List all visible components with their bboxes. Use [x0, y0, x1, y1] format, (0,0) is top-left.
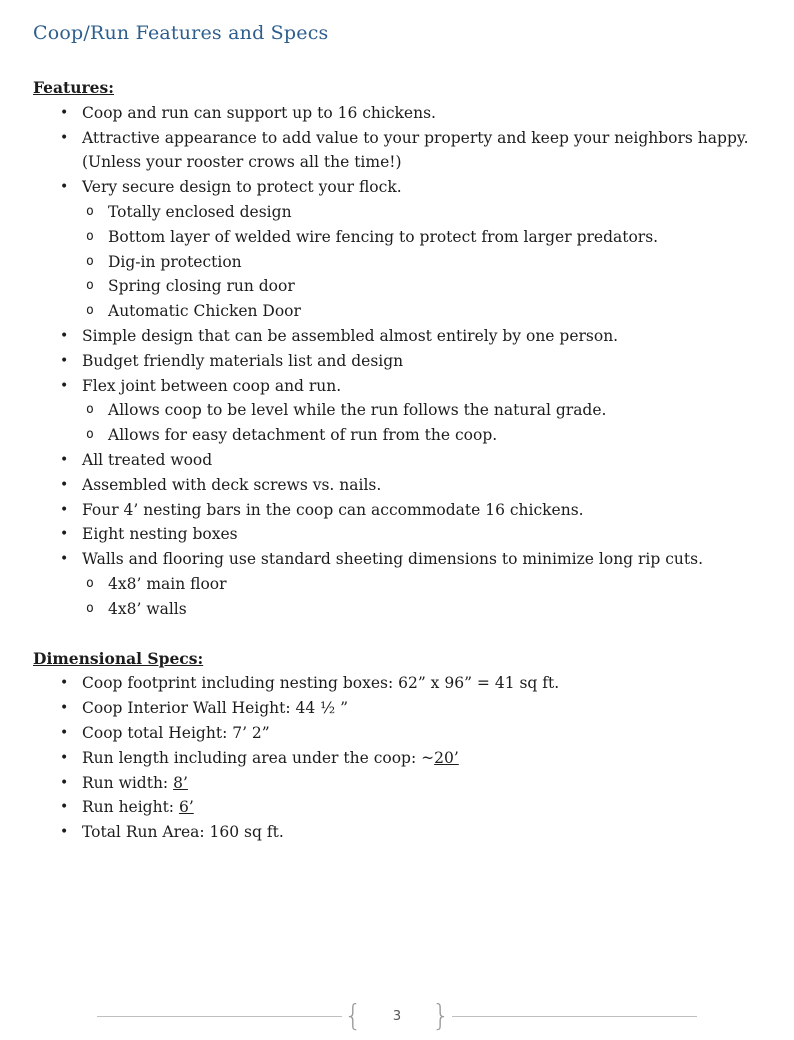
- list-item-row: [60, 448, 762, 473]
- bullet-icon: •: [60, 526, 69, 543]
- bullet-icon: •: [60, 501, 69, 518]
- sub-list-item-row: [86, 250, 762, 275]
- page-number: 3: [392, 1008, 402, 1024]
- list-item-row: [60, 696, 762, 721]
- sub-list-item: [86, 274, 762, 299]
- list-item-text: [82, 473, 762, 498]
- list-item-row: [60, 101, 762, 126]
- list-item: [60, 522, 762, 547]
- list-item: [60, 374, 762, 448]
- page-title: Coop/Run Features and Specs: [33, 22, 329, 44]
- sub-list-item-text: Allows coop to be level while the run follows the natural grade.: [108, 401, 607, 420]
- sub-list-item-row: [86, 274, 762, 299]
- bullet-icon: •: [60, 352, 69, 369]
- list-item-row: [60, 175, 762, 200]
- sub-bullet-icon: o: [86, 402, 94, 418]
- text-run: Run length including area under the coop: ~: [82, 748, 435, 767]
- sub-list-item-text: Totally enclosed design: [108, 202, 292, 221]
- sub-bullet-icon: o: [86, 228, 94, 244]
- list-item-row: [60, 498, 762, 523]
- sub-bullet-icon: o: [86, 278, 94, 294]
- list-item: [60, 498, 762, 523]
- footer-right-bracket-icon: }: [432, 998, 450, 1033]
- bullet-icon: •: [60, 451, 69, 468]
- list-item: [60, 771, 762, 796]
- sub-bullet-icon: o: [86, 427, 94, 443]
- sub-list-item: [86, 250, 762, 275]
- sub-list-item-row: [86, 225, 762, 250]
- section-heading: Features:: [33, 78, 114, 97]
- list-item-row: [60, 374, 762, 399]
- sub-list-item-row: [86, 597, 762, 622]
- text-run: Run width:: [82, 773, 174, 792]
- sub-bullet-icon: o: [86, 303, 94, 319]
- underlined-value: 20’: [434, 748, 459, 767]
- sub-list-item-text: Automatic Chicken Door: [108, 302, 301, 321]
- bullet-icon: •: [60, 476, 69, 493]
- list-item-text: [82, 696, 762, 721]
- text-run: Simple design that can be assembled almost entirely by one person.: [82, 326, 619, 345]
- bullet-icon: •: [60, 377, 69, 394]
- sub-list-item-text: Allows for easy detachment of run from the coop.: [108, 426, 498, 445]
- list-item: [60, 126, 762, 176]
- list-item-text: [82, 101, 762, 126]
- list-item: [60, 101, 762, 126]
- list-item-text: [82, 746, 762, 771]
- sub-list-item-row: [86, 398, 762, 423]
- sub-list-item: [86, 225, 762, 250]
- bullet-icon: •: [60, 327, 69, 344]
- section-dimensional-specs: [33, 647, 762, 845]
- text-run: Assembled with deck screws vs. nails.: [82, 475, 382, 494]
- list-item-text: [82, 126, 762, 176]
- sub-list-item-text: 4x8’ walls: [108, 599, 187, 618]
- text-run: Coop Interior Wall Height: 44 ½ ”: [82, 699, 349, 718]
- footer-left-bracket-icon: {: [344, 998, 362, 1033]
- list-item-text: [82, 522, 762, 547]
- bullet-list: [33, 101, 762, 622]
- text-run: Budget friendly materials list and design: [82, 351, 404, 370]
- list-item-row: [60, 126, 762, 176]
- list-item: [60, 746, 762, 771]
- list-item-text: [82, 374, 762, 399]
- sub-list-item: [86, 423, 762, 448]
- sub-list-item: [86, 200, 762, 225]
- list-item: [60, 175, 762, 324]
- text-run: Flex joint between coop and run.: [82, 376, 342, 395]
- bullet-icon: •: [60, 824, 69, 841]
- list-item: [60, 448, 762, 473]
- page-number-group: [342, 998, 452, 1033]
- sub-bullet-icon: o: [86, 600, 94, 616]
- sub-list-item-text: Bottom layer of welded wire fencing to protect from larger predators.: [108, 227, 659, 246]
- list-item: [60, 473, 762, 498]
- footer-rule-right: [452, 1016, 697, 1017]
- bullet-list: [33, 671, 762, 845]
- bullet-icon: •: [60, 700, 69, 717]
- list-item-text: [82, 175, 762, 200]
- sub-bullet-icon: o: [86, 253, 94, 269]
- bullet-icon: •: [60, 129, 69, 146]
- document-body: [33, 76, 762, 845]
- underlined-value: 6’: [178, 798, 194, 817]
- section-features: [33, 76, 762, 622]
- text-run: Coop total Height: 7’ 2”: [82, 723, 270, 742]
- bullet-icon: •: [60, 774, 69, 791]
- underlined-value: 8’: [173, 773, 188, 792]
- text-run: Total Run Area: 160 sq ft.: [82, 823, 284, 842]
- text-run: Attractive appearance to add value to your property and keep your neighbors happy. (Unless your rooster crows all the time!): [82, 128, 749, 172]
- bullet-icon: •: [60, 675, 69, 692]
- list-item-row: [60, 547, 762, 572]
- page-footer: [97, 998, 697, 1033]
- list-item-text: [82, 795, 762, 820]
- list-item-row: [60, 522, 762, 547]
- sub-list-item-row: [86, 299, 762, 324]
- sub-bullet-list: [60, 572, 762, 622]
- list-item-row: [60, 349, 762, 374]
- sub-list-item-text: Dig-in protection: [108, 252, 242, 271]
- text-run: All treated wood: [82, 450, 213, 469]
- list-item: [60, 795, 762, 820]
- sub-list-item-row: [86, 200, 762, 225]
- sub-bullet-icon: o: [86, 203, 94, 219]
- list-item-row: [60, 473, 762, 498]
- bullet-icon: •: [60, 749, 69, 766]
- bullet-icon: •: [60, 724, 69, 741]
- list-item-row: [60, 795, 762, 820]
- list-item-row: [60, 820, 762, 845]
- list-item: [60, 696, 762, 721]
- list-item-text: [82, 498, 762, 523]
- text-run: Very secure design to protect your flock.: [82, 178, 402, 197]
- list-item-text: [82, 547, 762, 572]
- list-item: [60, 820, 762, 845]
- text-run: Coop footprint including nesting boxes: 62” x 96” = 41 sq ft.: [82, 674, 560, 693]
- footer-rule-left: [97, 1016, 342, 1017]
- list-item: [60, 349, 762, 374]
- sub-list-item-row: [86, 423, 762, 448]
- section-heading: Dimensional Specs:: [33, 648, 204, 668]
- list-item-text: [82, 671, 762, 696]
- text-run: Four 4’ nesting bars in the coop can accommodate 16 chickens.: [82, 500, 584, 519]
- list-item: [60, 721, 762, 746]
- bullet-icon: •: [60, 104, 69, 121]
- sub-list-item-text: Spring closing run door: [108, 277, 295, 296]
- list-item-row: [60, 721, 762, 746]
- list-item-text: [82, 448, 762, 473]
- text-run: Walls and flooring use standard sheeting dimensions to minimize long rip cuts.: [82, 550, 704, 569]
- bullet-icon: •: [60, 179, 69, 196]
- list-item-text: [82, 324, 762, 349]
- sub-list-item: [86, 597, 762, 622]
- bullet-icon: •: [60, 551, 69, 568]
- text-run: Run height:: [82, 798, 179, 817]
- list-item-row: [60, 771, 762, 796]
- list-item: [60, 324, 762, 349]
- sub-list-item-row: [86, 572, 762, 597]
- list-item-text: [82, 721, 762, 746]
- sub-bullet-list: [60, 200, 762, 324]
- sub-list-item: [86, 572, 762, 597]
- text-run: Eight nesting boxes: [82, 525, 238, 544]
- list-item-text: [82, 349, 762, 374]
- list-item-text: [82, 771, 762, 796]
- text-run: Coop and run can support up to 16 chickens.: [82, 103, 436, 122]
- list-item-text: [82, 820, 762, 845]
- list-item-row: [60, 746, 762, 771]
- list-item: [60, 547, 762, 621]
- sub-bullet-icon: o: [86, 575, 94, 591]
- sub-list-item: [86, 299, 762, 324]
- list-item-row: [60, 671, 762, 696]
- list-item-row: [60, 324, 762, 349]
- sub-bullet-list: [60, 398, 762, 448]
- sub-list-item-text: 4x8’ main floor: [108, 574, 227, 593]
- bullet-icon: •: [60, 799, 69, 816]
- sub-list-item: [86, 398, 762, 423]
- list-item: [60, 671, 762, 696]
